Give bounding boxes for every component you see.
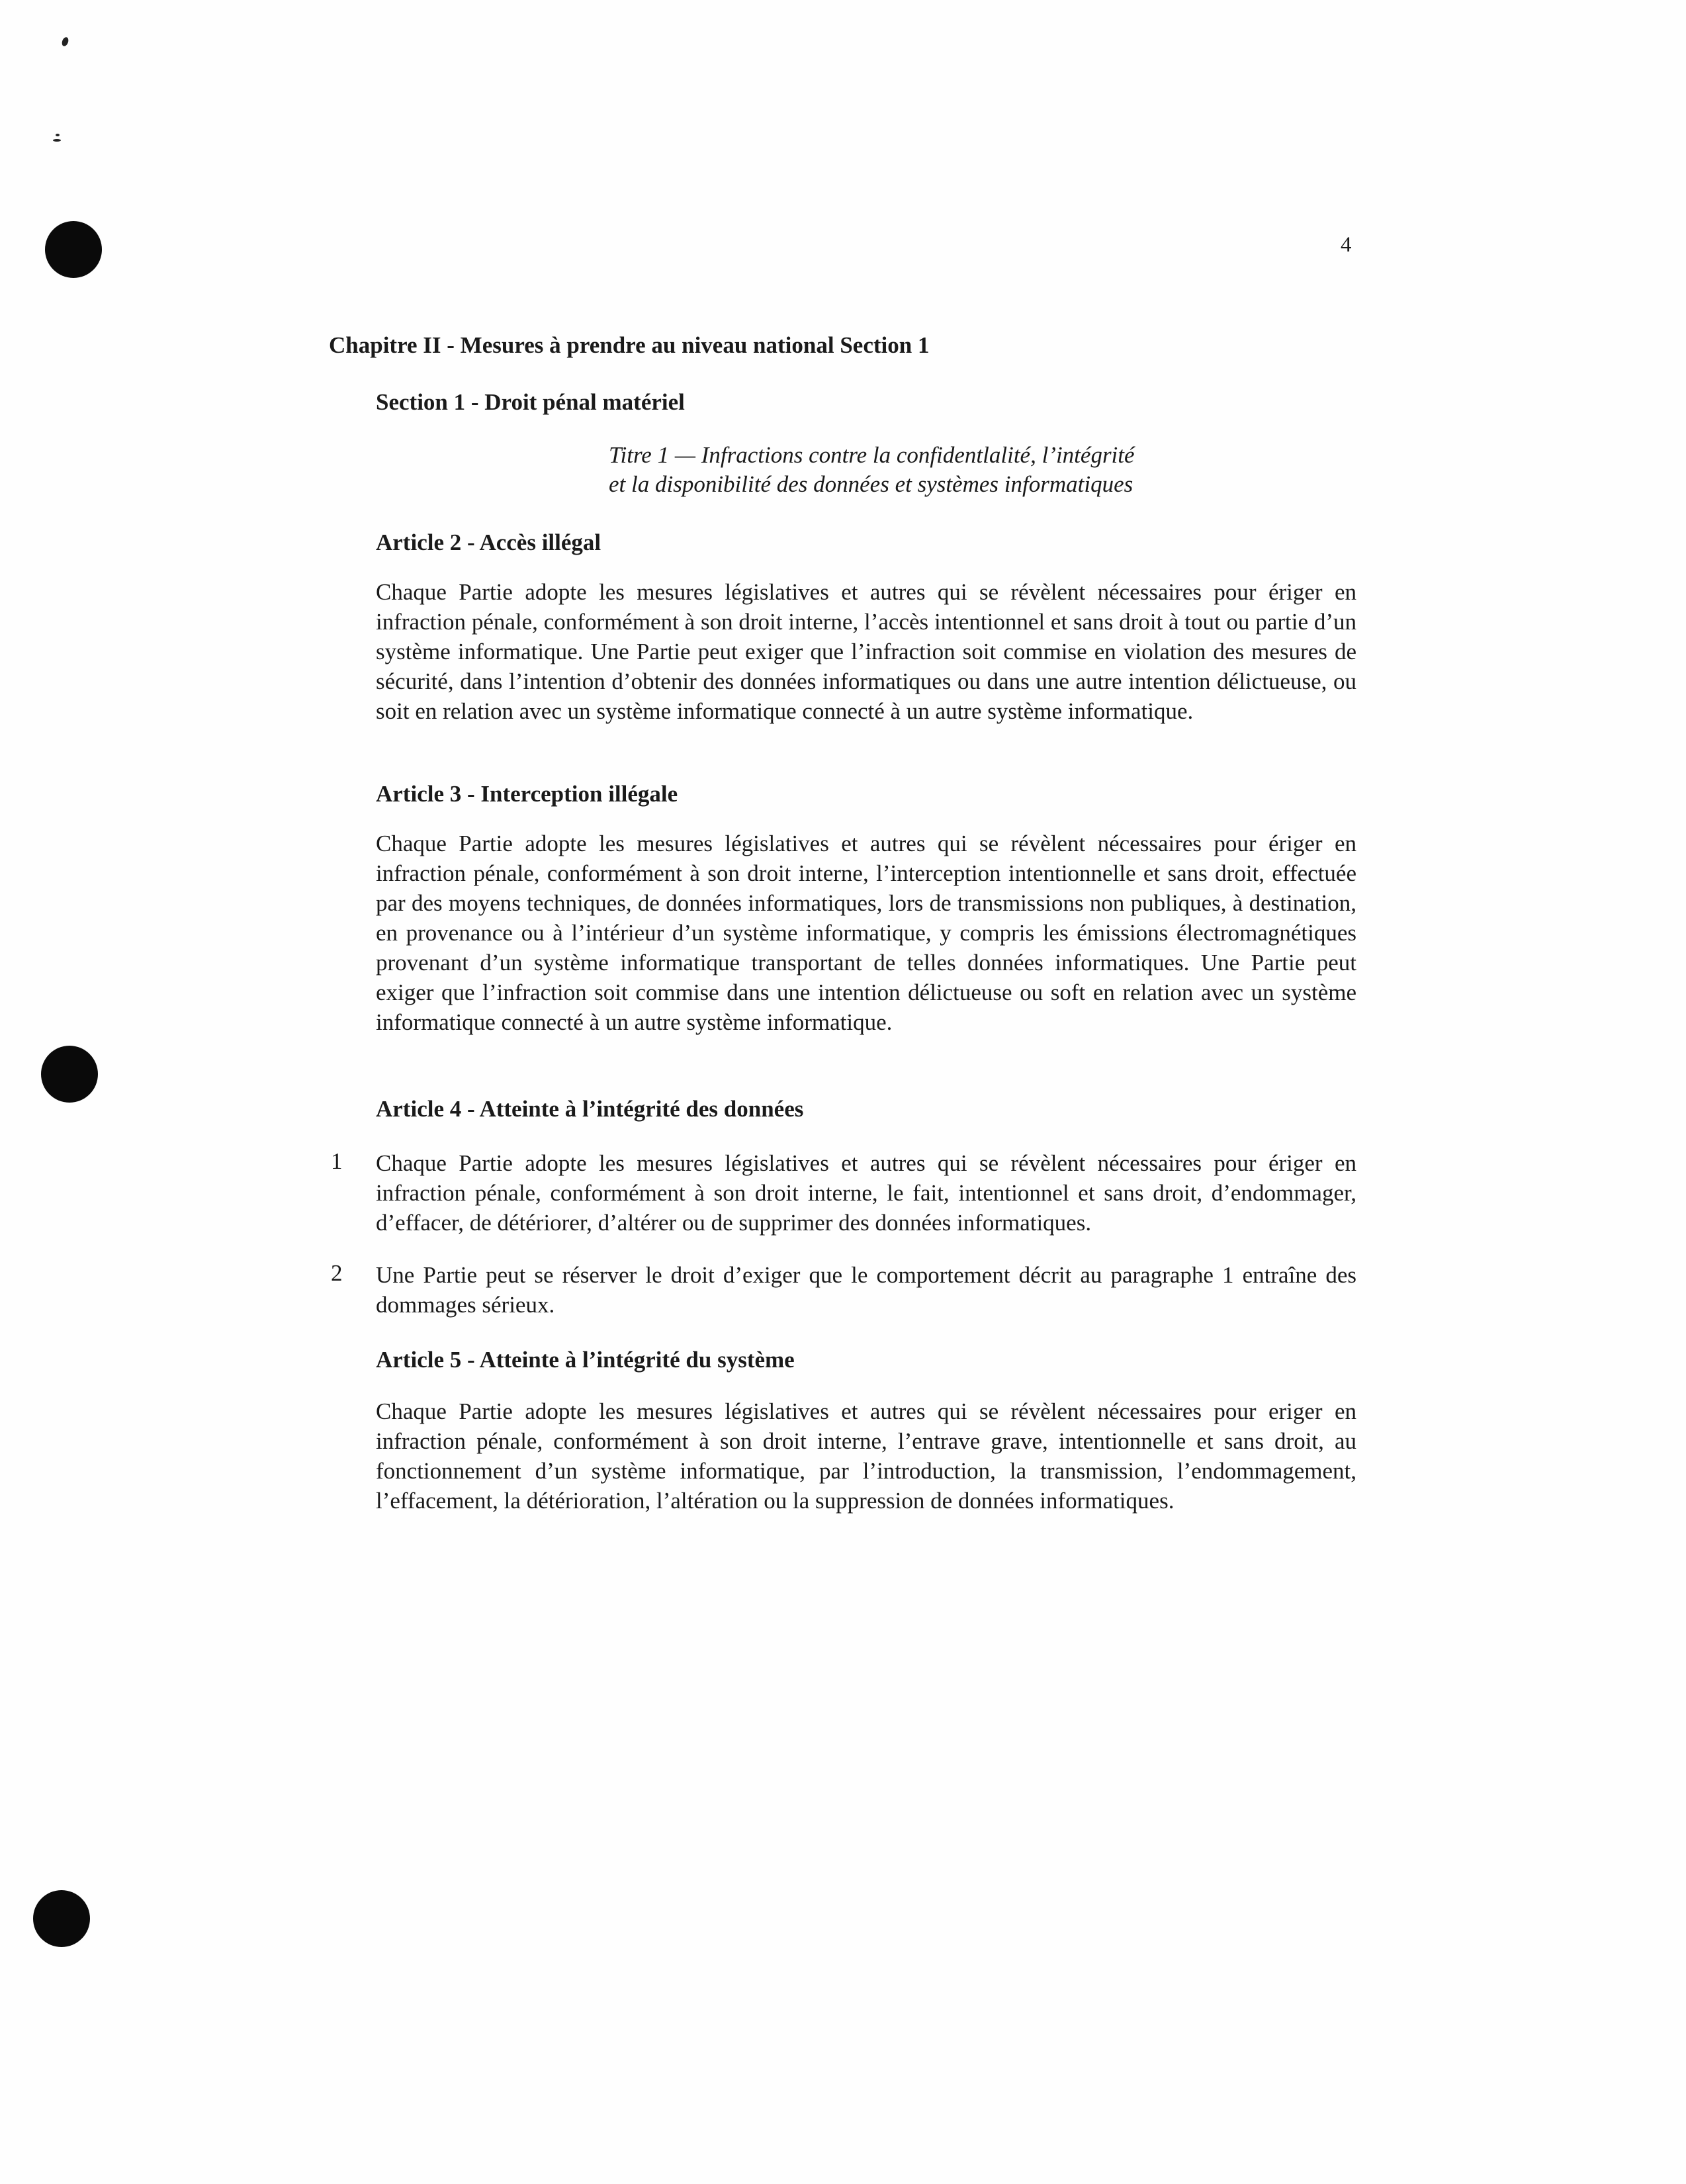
article-heading: Article 4 - Atteinte à l’intégrité des données: [376, 1096, 804, 1122]
article-heading: Article 3 - Interception illégale: [376, 781, 678, 807]
article-paragraph: Chaque Partie adopte les mesures législatives et autres qui se révèlent nécessaires pour ériger en infraction pénale, conformément à son droit interne, le fait, intentionnel et sans droit, d’endommager, d’effacer, de détériorer, d’altérer ou de supprimer des données informatiques.: [376, 1150, 1356, 1236]
chapter-title: Chapitre II - Mesures à prendre au niveau national Section 1: [329, 332, 930, 358]
article-paragraph: Chaque Partie adopte les mesures législatives et autres qui se révèlent nécessaires pour ériger en infraction pénale, conformément à son droit interne, l’interception intentionnelle et sans droit, effectuée par des moyens techniques, de données informatiques, lors de transmissions non publiques, à destination, en provenance ou à l’intérieur d’un système informatique, y compris les émissions électromagnétiques provenant d’un système informatique transportant de telles données informatiques. Une Partie peut exiger que l’infraction soit commise dans une intention délictueuse ou soft en relation avec un système informatique connecté à un autre système informatique.: [376, 831, 1356, 1035]
article-paragraph: Une Partie peut se réserver le droit d’exiger que le comportement décrit au paragraphe 1 entraîne des dommages sérieux.: [376, 1262, 1356, 1318]
page-number: 4: [1341, 233, 1352, 257]
scan-speck: [61, 36, 69, 47]
punch-hole: [45, 221, 102, 278]
article-heading: Article 5 - Atteinte à l’intégrité du système: [376, 1347, 795, 1373]
article-paragraph: Chaque Partie adopte les mesures législatives et autres qui se révèlent nécessaires pour ériger en infraction pénale, conformément à son droit interne, l’accès intentionnel et sans droit à tout ou partie d’un système informatique. Une Partie peut exiger que l’infraction soit commise en violation des mesures de sécurité, dans l’intention d’obtenir des données informatiques ou dans une autre intention délictueuse, ou soit en relation avec un système informatique connecté à un autre système informatique.: [376, 579, 1356, 724]
article-heading: Article 2 - Accès illégal: [376, 529, 601, 555]
titre-line: Titre 1 — Infractions contre la confidentlalité, l’intégrité: [609, 442, 1135, 468]
titre-line: et la disponibilité des données et systèmes informatiques: [609, 471, 1133, 497]
punch-hole: [41, 1046, 98, 1103]
article-paragraph: Chaque Partie adopte les mesures législatives et autres qui se révèlent nécessaires pour eriger en infraction pénale, conformément à son droit interne, l’entrave grave, intentionnelle et sans droit, au fonctionnement d’un système informatique, par l’introduction, la transmission, l’endommagement, l’effacement, la détérioration, l’altération ou la suppression de données informatiques.: [376, 1398, 1356, 1514]
paragraph-number: 1: [331, 1148, 343, 1174]
section-title: Section 1 - Droit pénal matériel: [376, 389, 685, 415]
punch-hole: [33, 1890, 90, 1947]
paragraph-number: 2: [331, 1260, 343, 1286]
scan-speck: [53, 139, 61, 142]
scan-speck: [56, 134, 60, 136]
titre-heading: [609, 441, 1135, 499]
